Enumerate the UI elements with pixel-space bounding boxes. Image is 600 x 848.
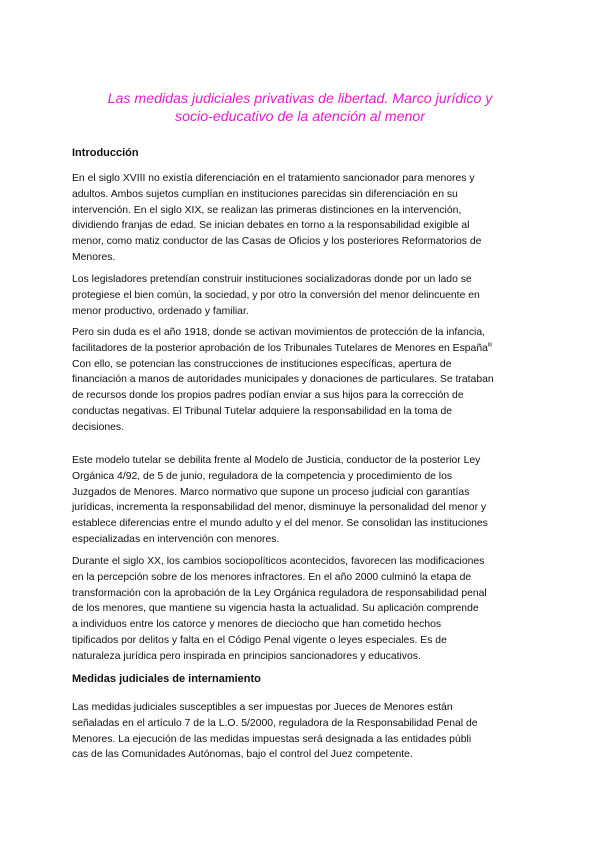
text-line: En el siglo XVIII no existía diferenciación en el tratamiento sancionador para menores y	[72, 173, 475, 184]
text-line: a individuos entre los catorce y menores de dieciocho que han cometido hechos	[72, 619, 442, 631]
text-line: Con ello, se potencian las construcciones de instituciones específicas, apertura de	[72, 358, 452, 370]
text-line: señaladas en el artículo 7 de la L.O. 5/2000, reguladora de la Responsabilidad Penal de	[72, 717, 478, 729]
text-line: Orgánica 4/92, de 5 de junio, reguladora de la competencia y procedimiento de los	[72, 470, 453, 482]
text-line: establece diferencias entre el mundo adulto y el del menor. Se consolidan las instituciones	[72, 518, 488, 530]
paragraph	[72, 272, 532, 319]
text-line: transformación con la aprobación de la Ley Orgánica reguladora de responsabilidad penal	[72, 587, 487, 599]
text-line: tipificados por delitos y falta en el Código Penal vigente o leyes especiales. Es de	[72, 634, 447, 646]
text-line: conductas negativas. El Tribunal Tutelar adquiere la responsabilidad en la toma de	[72, 405, 453, 417]
footnote-mark: iii	[487, 342, 492, 349]
text-line: Pero sin duda es el año 1918, donde se activan movimientos de protección de la infancia,	[72, 327, 486, 338]
text-line: Las medidas judiciales susceptibles a ser impuestas por Jueces de Menores están	[72, 702, 453, 713]
text-line: cas de las Comunidades Autónomas, bajo el control del Juez competente.	[72, 749, 413, 761]
paragraph	[72, 554, 532, 665]
text-line: Menores. La ejecución de las medidas impuestas será designada a las entidades públi	[72, 733, 472, 745]
text-line: de recursos donde los propios padres podían enviar a sus hijos para la corrección de	[72, 390, 464, 402]
text-line: menor productivo, ordenado y familiar.	[72, 305, 249, 317]
document-title	[60, 90, 540, 126]
text-line: Juzgados de Menores. Marco normativo que supone un proceso judicial con garantías	[72, 486, 470, 498]
text-line: decisiones.	[72, 421, 124, 433]
section-heading-introduccion: Introducción	[72, 147, 139, 159]
text-line: especializadas en intervención con menores.	[72, 533, 280, 545]
paragraph	[72, 453, 532, 548]
paragraph	[72, 700, 532, 763]
text-line: Durante el siglo XX, los cambios sociopolíticos acontecidos, favorecen las modificaciones	[72, 556, 485, 567]
text-line: Menores.	[72, 251, 116, 263]
text-line-content: facilitadores de la posterior aprobación de los Tribunales Tutelares de Menores en España	[72, 342, 488, 354]
text-line: intervención. En el siglo XIX, se realizan las primeras distinciones en la intervención,	[72, 204, 462, 216]
text-line: dividiendo franjas de edad. Se inician debates en torno a la responsabilidad exigible al	[72, 220, 470, 232]
section-heading-medidas: Medidas judiciales de internamiento	[72, 673, 261, 685]
text-line	[72, 341, 532, 357]
title-line: socio-educativo de la atención al menor	[174, 109, 425, 125]
paragraph	[72, 325, 532, 436]
title-line: Las medidas judiciales privativas de libertad. Marco jurídico y	[107, 91, 493, 107]
paragraph	[72, 171, 532, 266]
text-line: financiación a manos de autoridades municipales y donaciones de particulares. Se trataban	[72, 374, 494, 386]
text-line: jurídicas, incrementa la responsabilidad del menor, disminuye la personalidad del menor y	[72, 502, 487, 514]
text-line: Este modelo tutelar se debilita frente al Modelo de Justicia, conductor de la posterior Ley	[72, 455, 481, 466]
text-line: naturaleza jurídica pero inspirada en principios sancionadores y educativos.	[72, 650, 421, 662]
text-line: de los menores, que mantiene su vigencia hasta la actualidad. Su aplicación comprende	[72, 603, 479, 615]
text-line: menor, como matiz conductor de las Casas de Oficios y los posteriores Reformatorios de	[72, 236, 482, 248]
text-line: protegiese el bien común, la sociedad, y por otro la conversión del menor delincuente en	[72, 289, 480, 301]
text-line: en la percepción sobre de los menores infractores. En el año 2000 culminó la etapa de	[72, 571, 472, 583]
text-line: Los legisladores pretendían construir instituciones socializadoras donde por un lado se	[72, 274, 472, 285]
text-line: adultos. Ambos sujetos cumplían en instituciones parecidas sin diferenciación en su	[72, 188, 458, 200]
